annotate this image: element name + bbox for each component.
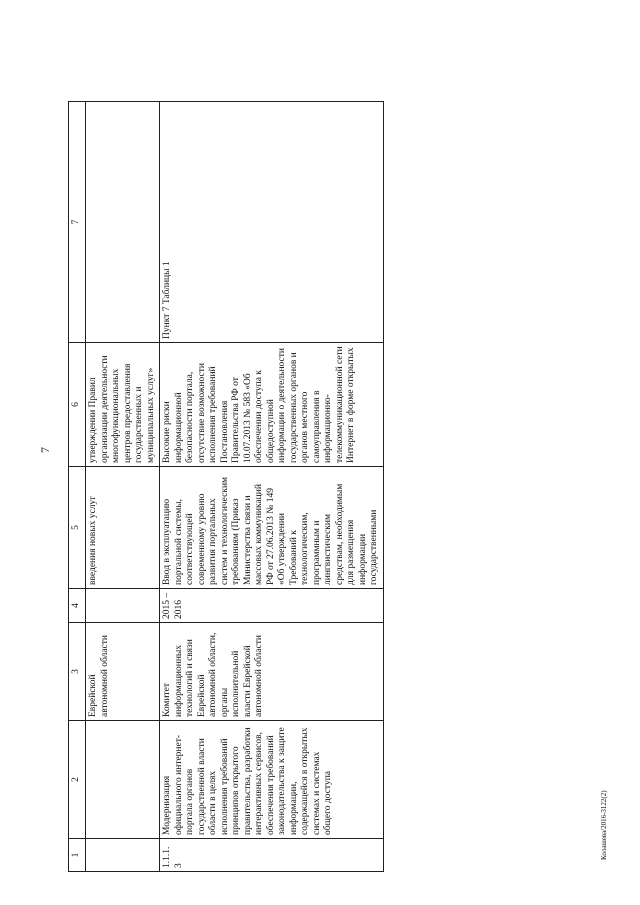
cell-number: 1.1.1.3 [160, 839, 384, 872]
cell-activity: Модернизация официального интернет-портала органов государственной власти области в целях исполнения требований принципов открытого правительства, разработки интерактивных сервисов, обеспечения требований законодательства к защите информации, содержащейся в открытых системах и системах общего доступа [160, 721, 384, 839]
document-stamp: Колашева/2016-3122(2) [600, 790, 608, 860]
cell-period [86, 589, 160, 623]
col-header-2: 2 [69, 721, 86, 839]
col-header-6: 6 [69, 343, 86, 467]
rotated-table-container [68, 102, 379, 872]
header-row [69, 102, 86, 872]
cell-executor: Еврейской автономной области [86, 623, 160, 721]
program-table [68, 101, 384, 872]
col-header-5: 5 [69, 467, 86, 589]
cell-number [86, 839, 160, 872]
col-header-4: 4 [69, 589, 86, 623]
cell-executor: Комитет информационных технологий и связи Еврейской автономной области, органы исполнительной власти Еврейской автономной области [160, 623, 384, 721]
cell-link: Пункт 7 Таблицы 1 [160, 102, 384, 343]
cell-link [86, 102, 160, 343]
col-header-1: 1 [69, 839, 86, 872]
cell-activity [86, 721, 160, 839]
cell-consequences: утверждении Правил организации деятельности многофункциональных центров предоставления государственных и муниципальных услуг» [86, 343, 160, 467]
table-row [86, 102, 160, 872]
page-number: 7 [38, 447, 52, 453]
table-row [160, 102, 384, 872]
cell-period: 2015 – 2016 [160, 589, 384, 623]
cell-result: Ввод в эксплуатацию портальной системы, соответствующей современному уровню развития портальных систем и технологическим требованиям (Приказ Министерства связи и массовых коммуникаций РФ от 27.06.2013 № 149 «Об утверждении Требований к технологическим, программным и лингвистическим средствам, необходимым для размещения информации государственными [160, 467, 384, 589]
cell-result: введения новых услуг [86, 467, 160, 589]
col-header-7: 7 [69, 102, 86, 343]
cell-consequences: Высокие риски информационной безопасности портала, отсутствие возможности исполнения требований Постановления Правительства РФ от 10.07.2013 № 583 «Об обеспечении доступа к общедоступной информации о деятельности государственных органов и органов местного самоуправления в информационно-телекоммуникационной сети Интернет в форме открытых [160, 343, 384, 467]
col-header-3: 3 [69, 623, 86, 721]
